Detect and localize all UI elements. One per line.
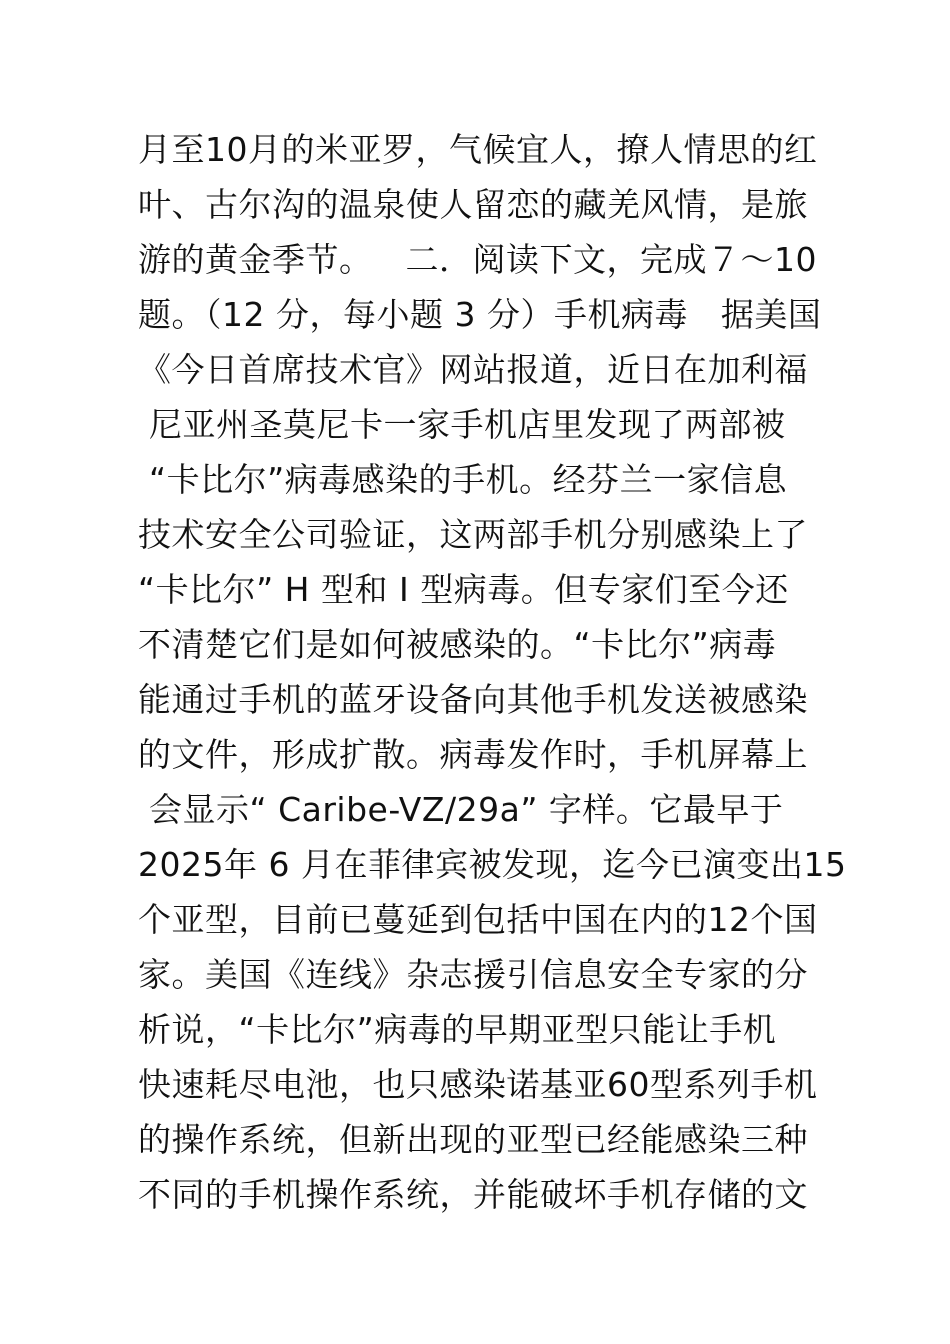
- text-line: 2025年 6 月在菲律宾被发现，迄今已演变出15: [138, 845, 847, 884]
- text-line: 的操作系统，但新出现的亚型已经能感染三种: [138, 1120, 808, 1159]
- text-line: 个亚型，目前已蔓延到包括中国在内的12个国: [138, 900, 818, 939]
- text-line: 析说，“卡比尔”病毒的早期亚型只能让手机: [138, 1010, 777, 1049]
- text-line: 会显示“ Caribe-VZ/29a” 字样。它最早于: [138, 790, 784, 829]
- text-line: 不清楚它们是如何被感染的。“卡比尔”病毒: [138, 625, 777, 664]
- text-line: 尼亚州圣莫尼卡一家手机店里发现了两部被: [138, 405, 786, 444]
- text-line: 月至10月的米亚罗，气候宜人，撩人情思的红: [138, 130, 818, 169]
- text-line: 能通过手机的蓝牙设备向其他手机发送被感染: [138, 680, 808, 719]
- article-body: [138, 122, 847, 1222]
- text-line: 题。（12 分，每小题 3 分）手机病毒 据美国: [138, 295, 822, 334]
- text-line: 《今日首席技术官》网站报道，近日在加利福: [138, 350, 808, 389]
- text-line: 不同的手机操作系统，并能破坏手机存储的文: [138, 1175, 808, 1214]
- text-line: 技术安全公司验证，这两部手机分别感染上了: [138, 515, 808, 554]
- text-line: “卡比尔” H 型和 I 型病毒。但专家们至今还: [138, 570, 789, 609]
- text-line: 家。美国《连线》杂志援引信息安全专家的分: [138, 955, 808, 994]
- text-line: 的文件，形成扩散。病毒发作时，手机屏幕上: [138, 735, 808, 774]
- text-line: 快速耗尽电池，也只感染诺基亚60型系列手机: [138, 1065, 818, 1104]
- text-line: 叶、古尔沟的温泉使人留恋的藏羌风情，是旅: [138, 185, 808, 224]
- text-line: “卡比尔”病毒感染的手机。经芬兰一家信息: [138, 460, 788, 499]
- text-line: 游的黄金季节。 二．阅读下文，完成７～10: [138, 240, 817, 279]
